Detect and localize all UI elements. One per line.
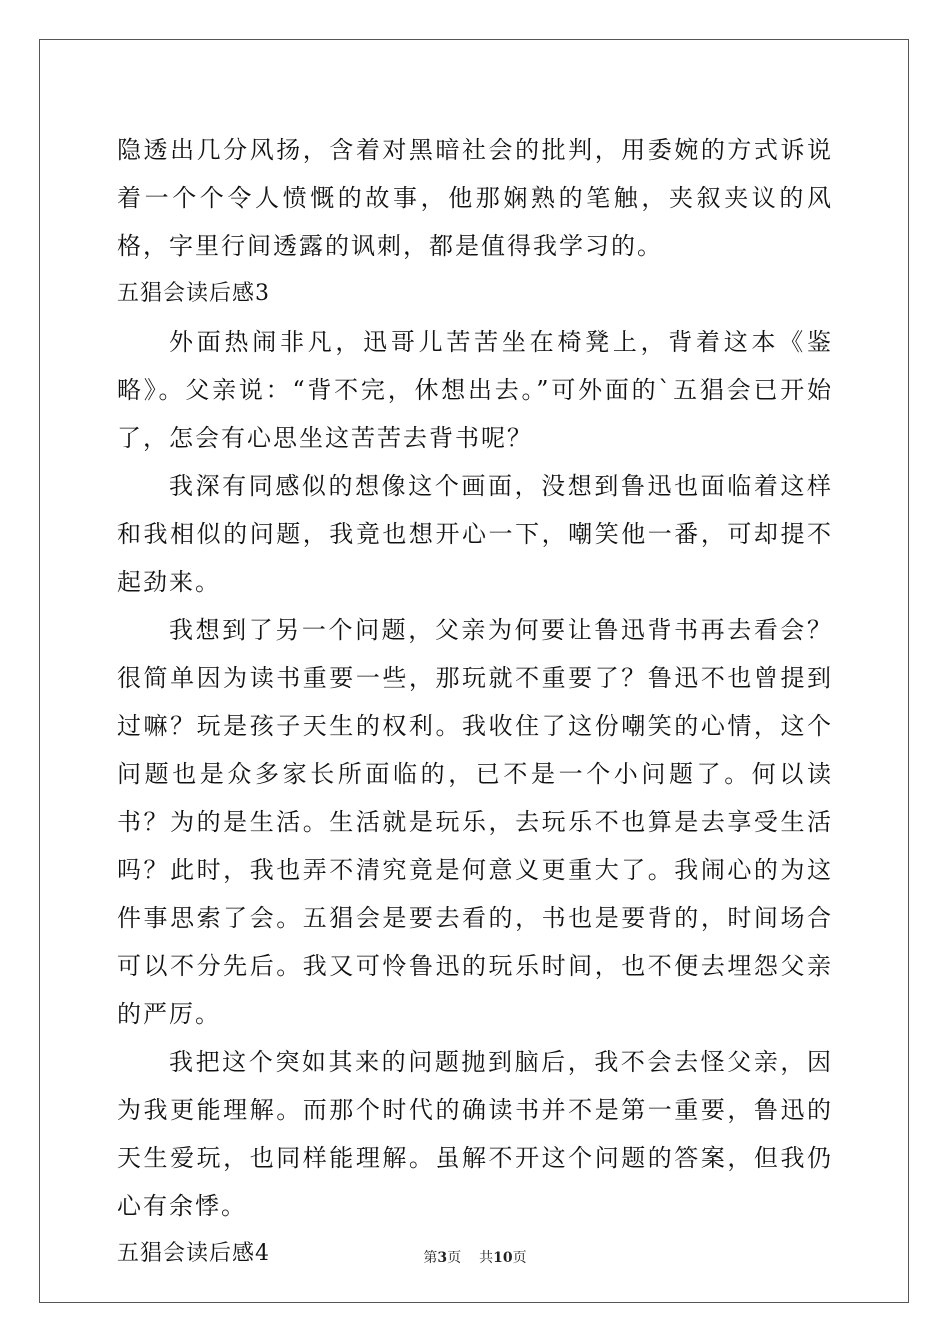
document-body [117,126,833,1278]
paragraph: 我想到了另一个问题，父亲为何要让鲁迅背书再去看会？很简单因为读书重要一些，那玩就不重要了？鲁迅不也曾提到过嘛？玩是孩子天生的权利。我收住了这份嘲笑的心情，这个问题也是众多家长所面临的，已不是一个小问题了。何以读书？为的是生活。生活就是玩乐，去玩乐不也算是去享受生活吗？此时，我也弄不清究竟是何意义更重大了。我闹心的为这件事思索了会。五猖会是要去看的，书也是要背的，时间场合可以不分先后。我又可怜鲁迅的玩乐时间，也不便去埋怨父亲的严厉。 [117,616,833,1028]
total-suffix: 页 [512,1250,527,1266]
page-prefix: 第 [423,1250,438,1266]
total-pages: 10 [493,1250,513,1266]
section-heading: 五猖会读后感3 [117,281,270,306]
paragraph: 我深有同感似的想像这个画面，没想到鲁迅也面临着这样和我相似的问题，我竟也想开心一下，嘲笑他一番，可却提不起劲来。 [117,472,833,596]
paragraph: 外面热闹非凡，迅哥儿苦苦坐在椅凳上，背着这本《鉴略》。父亲说：“背不完，休想出去。”可外面的`五猖会已开始了，怎会有心思坐这苦苦去背书呢？ [117,328,833,452]
page-footer [0,1248,950,1268]
paragraph: 隐透出几分风扬，含着对黑暗社会的批判，用委婉的方式诉说着一个个令人愤慨的故事，他那娴熟的笔触，夹叙夹议的风格，字里行间透露的讽刺，都是值得我学习的。 [117,136,833,260]
paragraph: 我把这个突如其来的问题抛到脑后，我不会去怪父亲，因为我更能理解。而那个时代的确读书并不是第一重要，鲁迅的天生爱玩，也同样能理解。虽解不开这个问题的答案，但我仍心有余悸。 [117,1048,833,1220]
page-suffix: 页 [447,1250,462,1266]
total-prefix: 共 [479,1250,494,1266]
section-heading: 五猖会读后感4 [117,1241,270,1266]
page-number: 3 [437,1250,448,1266]
